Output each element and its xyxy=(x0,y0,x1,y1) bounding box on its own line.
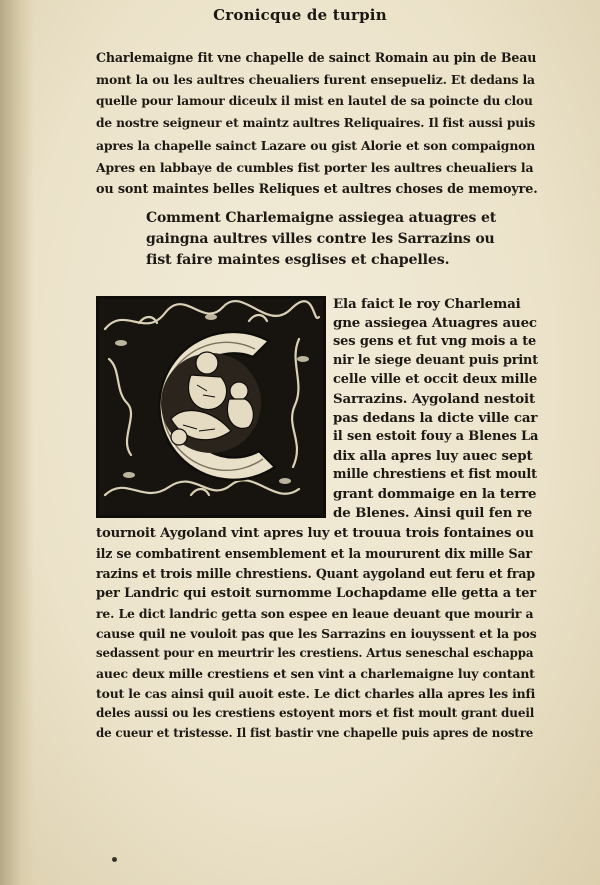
text-line: sedassent pour en meurtrir les crestiens. Artus seneschal eschappa xyxy=(96,646,534,660)
heading-line: fist faire maintes esglises et chapelles. xyxy=(146,252,450,268)
text-line: Ela faict le roy Charlemai xyxy=(333,296,521,312)
text-line: pas dedans la dicte ville car xyxy=(333,410,538,426)
text-line: ou sont maintes belles Reliques et aultres choses de memoyre. xyxy=(96,182,538,197)
text-line: de cueur et tristesse. Il fist bastir vne chapelle puis apres de nostre xyxy=(96,726,534,740)
text-line: apres la chapelle sainct Lazare ou gist Alorie et son compaignon xyxy=(96,138,536,153)
running-head: Cronicque de turpin xyxy=(213,6,387,24)
text-line: ilz se combatirent ensemblement et la moururent dix mille Sar xyxy=(96,546,532,561)
text-line: Charlemaigne fit vne chapelle de sainct Romain au pin de Beau xyxy=(96,50,537,65)
text-line: quelle pour lamour diceulx il mist en lautel de sa poincte du clou xyxy=(96,94,533,108)
text-line: gne assiegea Atuagres auec xyxy=(333,315,537,331)
woodcut-initial-c xyxy=(96,296,326,518)
text-line: re. Le dict landric getta son espee en leaue deuant que mourir a xyxy=(96,606,534,621)
text-line: il sen estoit fouy a Blenes La xyxy=(333,429,539,444)
text-line: ses gens et fut vng mois a te xyxy=(333,334,537,349)
text-line: nir le siege deuant puis print xyxy=(333,353,538,368)
text-line: dix alla apres luy auec sept xyxy=(333,448,533,464)
text-line: cause quil ne vouloit pas que les Sarrazins en iouyssent et la pos xyxy=(96,626,537,641)
paper-blemish xyxy=(112,857,117,862)
binding-gutter xyxy=(0,0,34,885)
text-line: de nostre seigneur et maintz aultres Reliquaires. Il fist aussi puis xyxy=(96,116,536,130)
text-line: tournoit Aygoland vint apres luy et trouua trois fontaines ou xyxy=(96,526,534,541)
text-line: Sarrazins. Aygoland nestoit xyxy=(333,391,536,407)
decorated-initial-icon xyxy=(99,299,323,515)
text-line: mille chrestiens et fist moult xyxy=(333,467,537,482)
heading-line: Comment Charlemaigne assiegea atuagres et xyxy=(146,210,497,226)
text-line: razins et trois mille chrestiens. Quant aygoland eut feru et frap xyxy=(96,566,536,581)
text-line: tout le cas ainsi quil auoit este. Le dict charles alla apres les infi xyxy=(96,686,536,701)
text-line: de Blenes. Ainsi quil fen re xyxy=(333,505,533,521)
text-line: per Landric qui estoit surnomme Lochapdame elle getta a ter xyxy=(96,586,537,601)
text-line: celle ville et occit deux mille xyxy=(333,372,538,387)
text-line: grant dommaige en la terre xyxy=(333,486,537,502)
heading-line: gaingna aultres villes contre les Sarrazins ou xyxy=(146,231,495,247)
text-line: deles aussi ou les crestiens estoyent mors et fist moult grant dueil xyxy=(96,706,535,720)
text-line: mont la ou les aultres cheualiers furent ensepueliz. Et dedans la xyxy=(96,72,535,87)
text-line: Apres en labbaye de cumbles fist porter les aultres cheualiers la xyxy=(96,160,534,175)
text-line: auec deux mille crestiens et sen vint a charlemaigne luy contant xyxy=(96,666,535,681)
